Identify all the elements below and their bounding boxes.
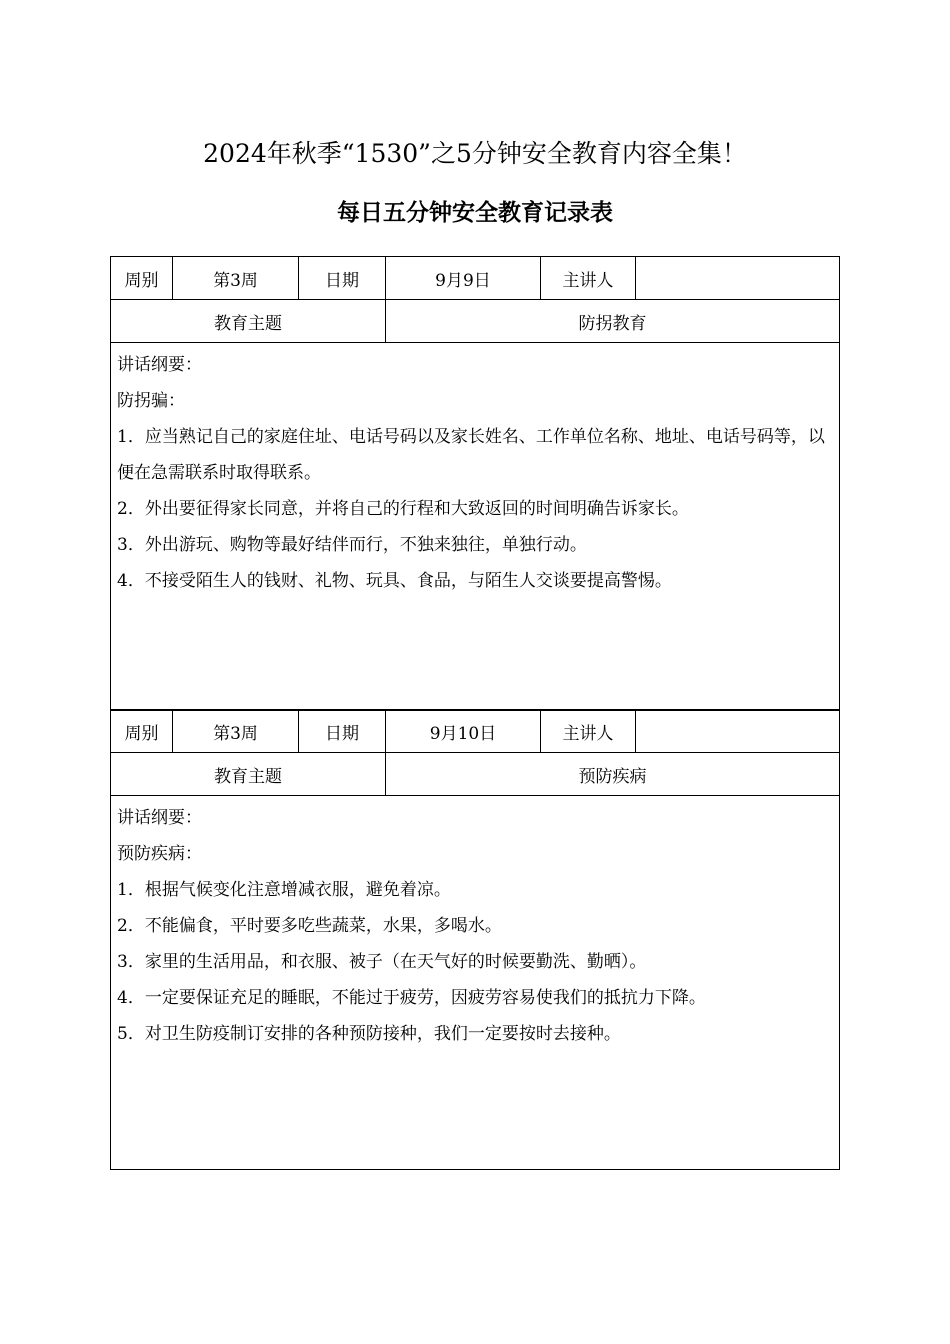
outline-heading: 防拐骗： [117,391,185,411]
topic-value: 防拐教育 [386,300,840,343]
outline-point: 4．一定要保证充足的睡眠，不能过于疲劳，因疲劳容易使我们的抵抗力下降。 [117,988,706,1008]
topic-label: 教育主题 [111,300,386,343]
record-table-2 [110,709,840,1170]
topic-row [111,753,840,796]
outline-point: 5．对卫生防疫制订安排的各种预防接种，我们一定要按时去接种。 [117,1024,621,1044]
week-label: 周别 [111,257,173,300]
outline-row [111,796,840,1170]
outline-label: 讲话纲要： [117,355,202,375]
outline-point: 2．不能偏食，平时要多吃些蔬菜，水果，多喝水。 [117,916,502,936]
date-value: 9月9日 [386,257,541,300]
speaker-label: 主讲人 [541,710,636,753]
topic-value: 预防疾病 [386,753,840,796]
speaker-value [636,710,840,753]
record-header-row [111,257,840,300]
week-label: 周别 [111,710,173,753]
outline-point: 3．家里的生活用品，和衣服、被子（在天气好的时候要勤洗、勤晒）。 [117,952,647,972]
record-table-1 [110,256,840,711]
document-title: 2024年秋季“1530”之5分钟安全教育内容全集！ [203,139,747,168]
outline-cell [111,343,840,711]
outline-point: 4．不接受陌生人的钱财、礼物、玩具、食品，与陌生人交谈要提高警惕。 [117,571,672,591]
topic-label: 教育主题 [111,753,386,796]
week-value: 第3周 [173,257,299,300]
topic-row [111,300,840,343]
week-value: 第3周 [173,710,299,753]
outline-point: 2．外出要征得家长同意，并将自己的行程和大致返回的时间明确告诉家长。 [117,499,689,519]
outline-label: 讲话纲要： [117,808,202,828]
record-form-title: 每日五分钟安全教育记录表 [337,200,613,226]
outline-row [111,343,840,711]
outline-point: 3．外出游玩、购物等最好结伴而行，不独来独往，单独行动。 [117,535,587,555]
date-value: 9月10日 [386,710,541,753]
speaker-label: 主讲人 [541,257,636,300]
date-label: 日期 [299,710,386,753]
outline-point: 1．应当熟记自己的家庭住址、电话号码以及家长姓名、工作单位名称、地址、电话号码等，以便在急需联系时取得联系。 [117,427,825,483]
outline-point: 1．根据气候变化注意增减衣服，避免着凉。 [117,880,451,900]
outline-cell [111,796,840,1170]
date-label: 日期 [299,257,386,300]
outline-heading: 预防疾病： [117,844,202,864]
speaker-value [636,257,840,300]
record-header-row [111,710,840,753]
